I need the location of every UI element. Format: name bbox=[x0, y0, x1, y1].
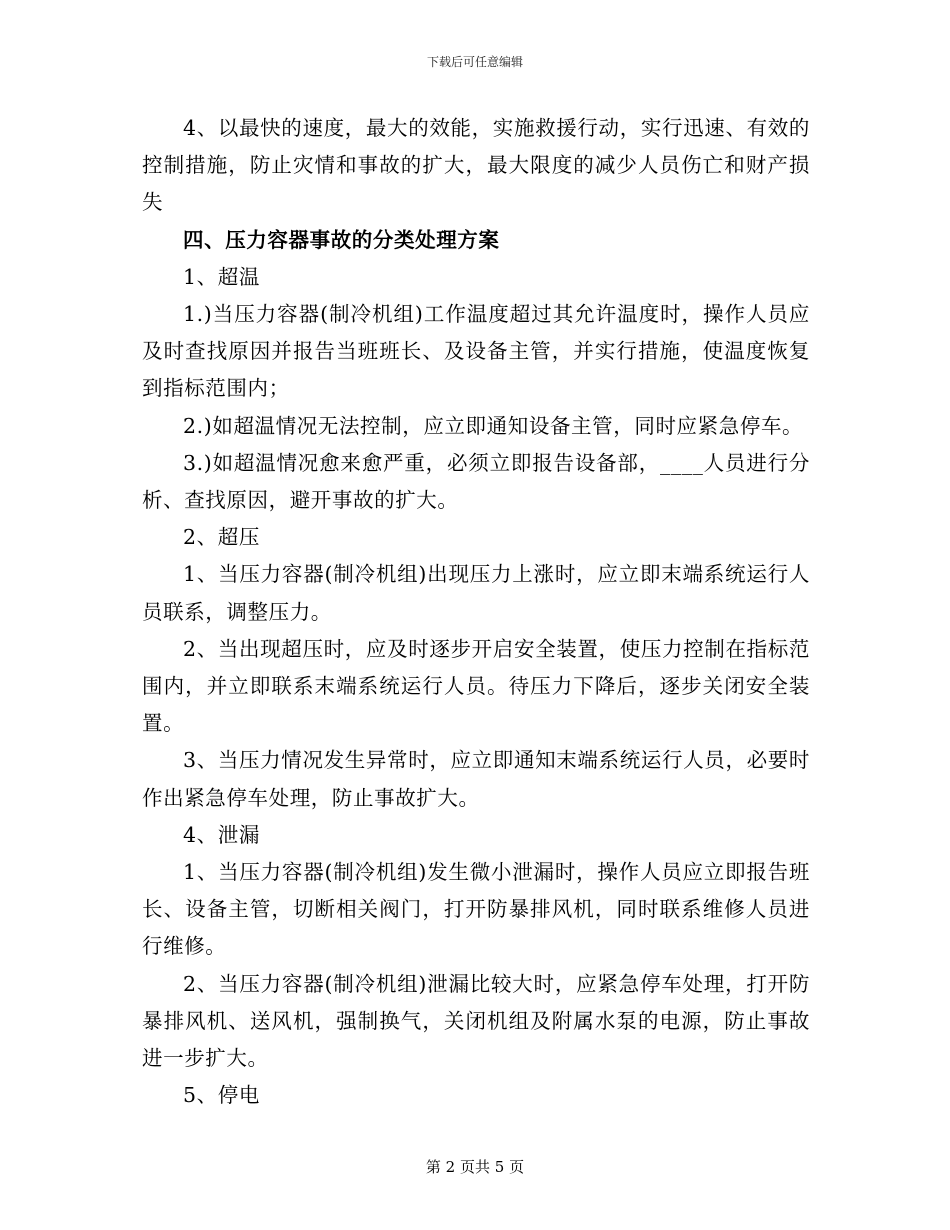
paragraph-overtemperature-1: 1.)当压力容器(制冷机组)工作温度超过其允许温度时，操作人员应及时查找原因并报告当班班长、及设备主管，并实行措施，使温度恢复到指标范围内； bbox=[142, 302, 810, 401]
subheading-power-outage: 5、停电 bbox=[183, 1083, 260, 1108]
paragraph-overtemperature-2: 2.)如超温情况无法控制，应立即通知设备主管，同时应紧急停车。 bbox=[183, 413, 804, 438]
paragraph-overpressure-2: 2、当出现超压时，应及时逐步开启安全装置，使压力控制在指标范围内，并立即联系末端系统运行人员。待压力下降后，逐步关闭安全装置。 bbox=[142, 636, 810, 736]
subheading-leakage: 4、泄漏 bbox=[183, 822, 260, 847]
section-heading: 四、压力容器事故的分类处理方案 bbox=[183, 227, 500, 252]
document-body bbox=[142, 110, 810, 1114]
paragraph-overtemperature-3: 3.)如超温情况愈来愈严重，必须立即报告设备部，____人员进行分析、查找原因，避开事故的扩大。 bbox=[142, 450, 810, 513]
paragraph-rescue-action: 4、以最快的速度，最大的效能，实施救援行动，实行迅速、有效的控制措施，防止灾情和事故的扩大，最大限度的减少人员伤亡和财产损失 bbox=[142, 116, 810, 215]
paragraph-leakage-2: 2、当压力容器(制冷机组)泄漏比较大时，应紧急停车处理，打开防暴排风机、送风机，强制换气，关闭机组及附属水泵的电源，防止事故进一步扩大。 bbox=[142, 971, 810, 1071]
subheading-overpressure: 2、超压 bbox=[183, 525, 260, 550]
paragraph-leakage-1: 1、当压力容器(制冷机组)发生微小泄漏时，操作人员应立即报告班长、设备主管，切断相关阀门，打开防暴排风机，同时联系维修人员进行维修。 bbox=[142, 860, 810, 959]
paragraph-overpressure-3: 3、当压力情况发生异常时，应立即通知末端系统运行人员，必要时作出紧急停车处理，防止事故扩大。 bbox=[142, 748, 810, 810]
paragraph-overpressure-1: 1、当压力容器(制冷机组)出现压力上涨时，应立即末端系统运行人员联系，调整压力。 bbox=[142, 562, 810, 624]
page-footer: 第 2 页共 5 页 bbox=[425, 1158, 525, 1176]
subheading-overtemperature: 1、超温 bbox=[183, 264, 260, 289]
page-header: 下载后可任意编辑 bbox=[426, 55, 523, 69]
